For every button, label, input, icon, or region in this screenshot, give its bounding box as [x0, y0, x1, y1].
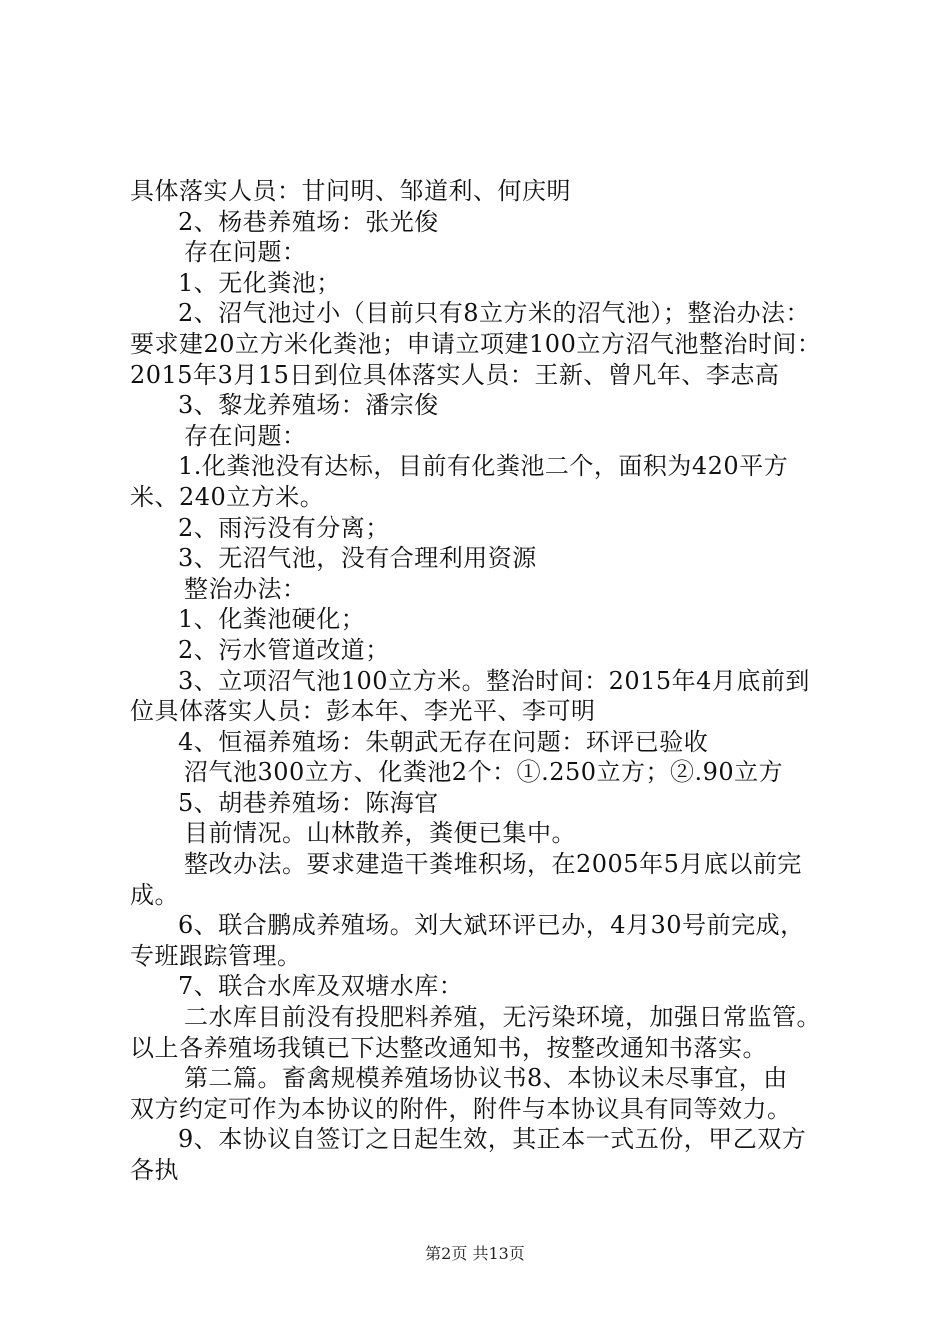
- text-line: 1、化粪池硬化；: [178, 605, 366, 634]
- text-line: 米、240立方米。: [130, 482, 325, 511]
- text-line: 目前情况。山林散养，粪便已集中。: [184, 819, 576, 848]
- text-line: 双方约定可作为本协议的附件，附件与本协议具有同等效力。: [130, 1094, 792, 1123]
- text-line: 各执: [130, 1156, 179, 1184]
- text-line: 3、立项沼气池100立方米。整治时间：2015年4月底前到: [178, 666, 810, 695]
- text-line: 9、本协议自签订之日起生效，其正本一式五份，甲乙双方: [178, 1125, 807, 1154]
- text-line: 成。: [130, 880, 179, 909]
- text-line: 2、污水管道改道；: [178, 635, 390, 664]
- text-line: 2、雨污没有分离；: [178, 513, 390, 542]
- text-line: 具体落实人员：甘问明、邹道利、何庆明: [130, 177, 571, 205]
- text-line: 以上各养殖场我镇已下达整改通知书，按整改通知书落实。: [130, 1033, 767, 1062]
- text-line: 2015年3月15日到位具体落实人员：王新、曾凡年、李志高: [130, 360, 780, 389]
- text-line: 3、无沼气池，没有合理利用资源: [178, 544, 537, 573]
- text-line: 5、胡巷养殖场：陈海官: [178, 788, 439, 817]
- text-line: 整治办法：: [184, 574, 307, 603]
- text-line: 位具体落实人员：彭本年、李光平、李可明: [130, 697, 596, 726]
- text-line: 整改办法。要求建造干粪堆积场，在2005年5月底以前完: [184, 850, 802, 879]
- text-line: 沼气池300立方、化粪池2个：①.250立方；②.90立方: [184, 758, 784, 787]
- text-line: 4、恒福养殖场：朱朝武无存在问题：环评已验收: [178, 727, 709, 756]
- text-line: 2、杨巷养殖场：张光俊: [178, 207, 439, 236]
- text-line: 7、联合水库及双塘水库：: [178, 972, 464, 1001]
- text-line: 存在问题：: [184, 421, 307, 450]
- text-line: 要求建20立方米化粪池；申请立项建100立方沼气池整治时间：: [130, 329, 822, 358]
- text-line: 二水库目前没有投肥料养殖，无污染环境，加强日常监管。: [184, 1003, 821, 1032]
- text-line: 6、联合鹏成养殖场。刘大斌环评已办，4月30号前完成，: [178, 911, 805, 940]
- text-line: 3、黎龙养殖场：潘宗俊: [178, 391, 439, 420]
- text-line: 1.化粪池没有达标，目前有化粪池二个，面积为420平方: [178, 452, 789, 481]
- page-footer: 第2页 共13页: [425, 1244, 525, 1263]
- text-line: 2、沼气池过小（目前只有8立方米的沼气池）；整治办法：: [178, 299, 811, 328]
- text-line: 第二篇。畜禽规模养殖场协议书8、本协议未尽事宜，由: [184, 1064, 788, 1093]
- document-body: [130, 176, 850, 1186]
- text-line: 专班跟踪管理。: [130, 941, 302, 970]
- text-line: 1、无化粪池；: [178, 268, 341, 297]
- text-line: 存在问题：: [184, 238, 307, 267]
